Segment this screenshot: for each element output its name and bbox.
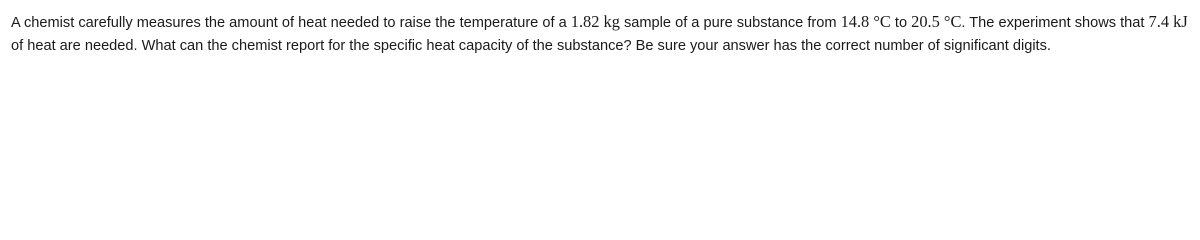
question-text-part-5: of heat are needed. What can the chemist report for the specific heat capacity of the substance? Be sure your answer has the correct number of significant digits. — [11, 38, 1051, 54]
end-temperature-value: 20.5 °C — [911, 12, 962, 31]
question-text-part-2: sample of a pure substance from — [619, 15, 841, 31]
heat-value: 7.4 kJ — [1148, 12, 1188, 31]
question-text-part-4: . The experiment shows that — [961, 15, 1149, 31]
question-text-part-1: A chemist carefully measures the amount of heat needed to raise the temperature of a — [11, 15, 571, 31]
start-temperature-value: 14.8 °C — [840, 12, 891, 31]
question-text-part-3: to — [890, 15, 912, 31]
mass-value: 1.82 kg — [570, 12, 620, 31]
question-text — [0, 0, 1200, 58]
